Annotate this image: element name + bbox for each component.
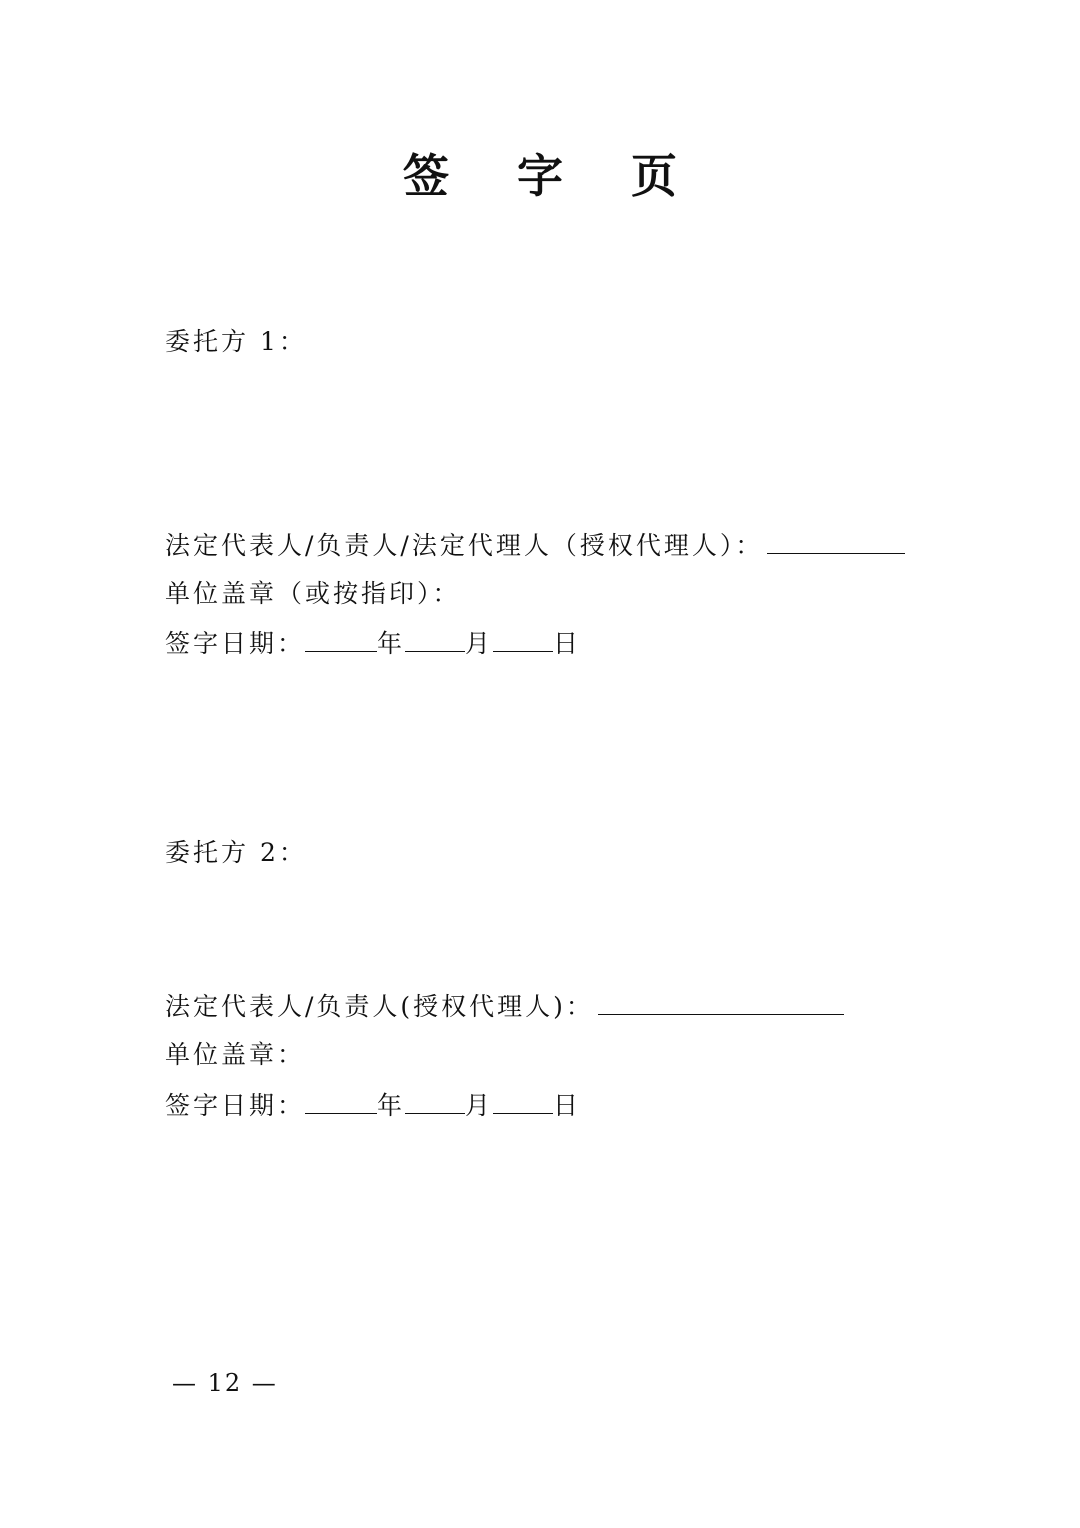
party2-day-blank[interactable] xyxy=(493,1089,553,1114)
party1-date-row xyxy=(165,627,581,661)
party2-month-blank[interactable] xyxy=(405,1089,465,1114)
party1-date-label: 签字日期： xyxy=(165,629,306,658)
party2-day-label: 日 xyxy=(553,1091,582,1120)
party2-rep-label: 法定代表人/负责人(授权代理人)： xyxy=(165,992,594,1021)
party2-month-label: 月 xyxy=(465,1091,494,1120)
party1-year-blank[interactable] xyxy=(305,627,377,652)
party1-month-label: 月 xyxy=(465,629,494,658)
party1-month-blank[interactable] xyxy=(405,627,465,652)
party2-rep-row xyxy=(165,988,844,1024)
party2-year-blank[interactable] xyxy=(305,1089,377,1114)
party1-day-label: 日 xyxy=(553,629,582,658)
party2-date-row xyxy=(165,1089,581,1123)
party2-rep-signature-blank[interactable] xyxy=(598,988,844,1015)
party1-label: 委托方 1： xyxy=(165,327,307,356)
party1-seal-label: 单位盖章（或按指印）： xyxy=(165,579,461,608)
party1-rep-signature-blank[interactable] xyxy=(767,527,905,554)
party2-label: 委托方 2： xyxy=(165,838,307,867)
party2-date-label: 签字日期： xyxy=(165,1091,306,1120)
party1-rep-label: 法定代表人/负责人/法定代理人（授权代理人）： xyxy=(165,531,764,560)
party2-seal-label: 单位盖章： xyxy=(165,1040,306,1069)
page-number: — 12 — xyxy=(172,1369,278,1397)
party1-rep-row xyxy=(165,527,905,563)
party1-year-label: 年 xyxy=(377,629,406,658)
page-title: 签 字 页 xyxy=(402,149,704,203)
party1-day-blank[interactable] xyxy=(493,627,553,652)
party2-year-label: 年 xyxy=(377,1091,406,1120)
